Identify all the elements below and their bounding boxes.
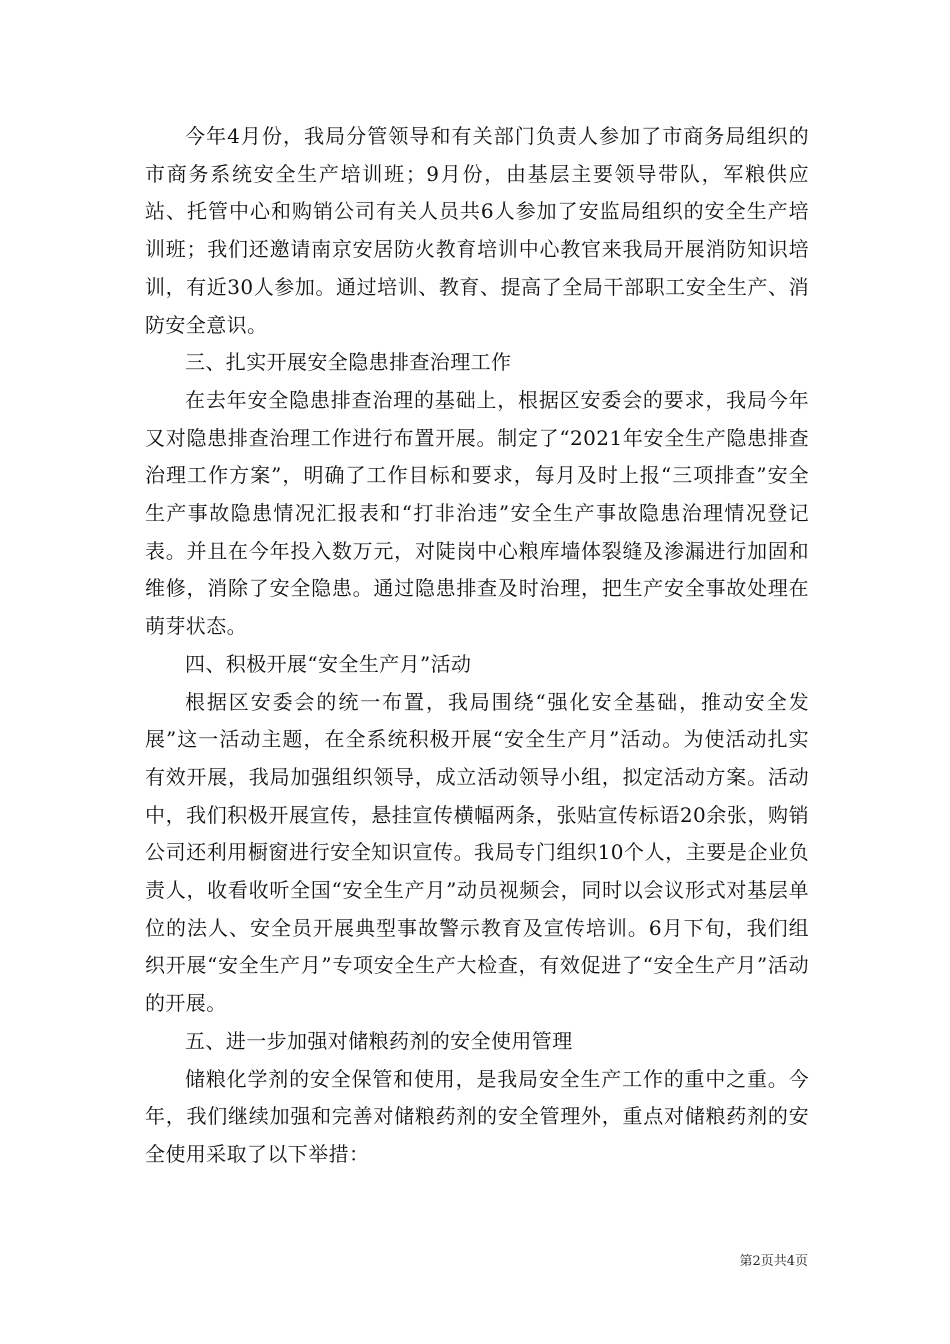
- page-number: 第2页共4页: [739, 1254, 808, 1269]
- body-paragraph-training: 今年4月份，我局分管领导和有关部门负责人参加了市商务局组织的市商务系统安全生产培训班；9月份，由基层主要领导带队，军粮供应站、托管中心和购销公司有关人员共6人参加了安监局组织的安全生产培训班；我们还邀请南京安居防火教育培训中心教官来我局开展消防知识培训，有近30人参加。通过培训、教育、提高了全局干部职工安全生产、消防安全意识。: [145, 124, 809, 337]
- section-heading-grain-chemicals: 五、进一步加强对储粮药剂的安全使用管理: [185, 1028, 573, 1053]
- document-body: [145, 118, 809, 1174]
- body-paragraph-grain-chemicals: 储粮化学剂的安全保管和使用，是我局安全生产工作的重中之重。今年，我们继续加强和完善对储粮药剂的安全管理外，重点对储粮药剂的安全使用采取了以下举措：: [145, 1066, 809, 1166]
- section-heading-hazard-inspection: 三、扎实开展安全隐患排查治理工作: [185, 350, 512, 375]
- section-heading-safety-month: 四、积极开展“安全生产月”活动: [185, 651, 472, 676]
- body-paragraph-hazard-inspection: 在去年安全隐患排查治理的基础上，根据区安委会的要求，我局今年又对隐患排查治理工作进行布置开展。制定了“2021年安全生产隐患排查治理工作方案”，明确了工作目标和要求，每月及时上报“三项排查”安全生产事故隐患情况汇报表和“打非治违”安全生产事故隐患治理情况登记表。并且在今年投入数万元，对陡岗中心粮库墙体裂缝及渗漏进行加固和维修，消除了安全隐患。通过隐患排查及时治理，把生产安全事故处理在萌芽状态。: [145, 387, 809, 639]
- body-paragraph-safety-month: 根据区安委会的统一布置，我局围绕“强化安全基础，推动安全发展”这一活动主题，在全系统积极开展“安全生产月”活动。为使活动扎实有效开展，我局加强组织领导，成立活动领导小组，拟定活动方案。活动中，我们积极开展宣传，悬挂宣传横幅两条，张贴宣传标语20余张，购销公司还利用橱窗进行安全知识宣传。我局专门组织10个人，主要是企业负责人，收看收听全国“安全生产月”动员视频会，同时以会议形式对基层单位的法人、安全员开展典型事故警示教育及宣传培训。6月下旬，我们组织开展“安全生产月”专项安全生产大检查，有效促进了“安全生产月”活动的开展。: [145, 689, 809, 1016]
